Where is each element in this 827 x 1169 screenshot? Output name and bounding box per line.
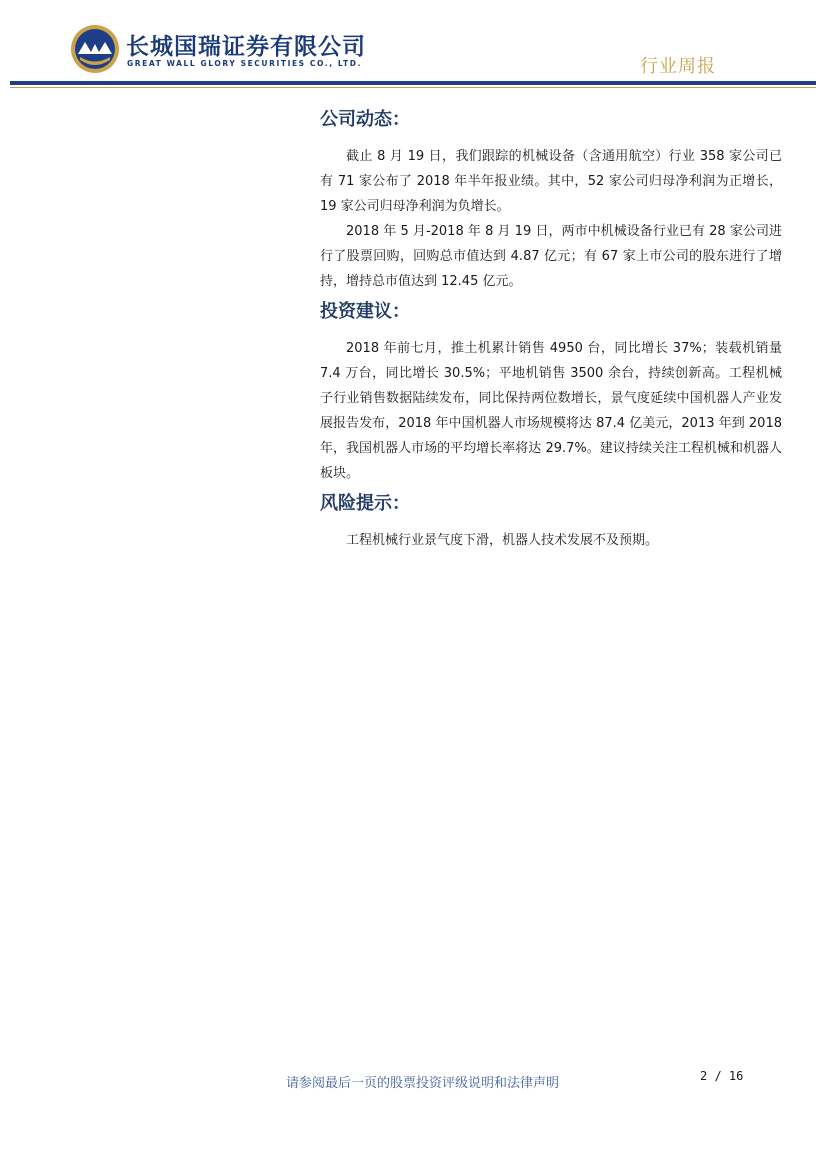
company-logo-icon	[70, 24, 120, 74]
header-divider-accent	[10, 87, 816, 88]
section-company-news	[320, 106, 782, 294]
footer-disclaimer-note: 请参阅最后一页的股票投资评级说明和法律声明	[286, 1076, 560, 1091]
section-risk-warning	[320, 490, 782, 553]
page-number: 2 / 16	[700, 1069, 744, 1083]
report-body	[320, 106, 782, 557]
report-type-label: 行业周报	[640, 56, 716, 77]
company-name-cn: 长城国瑞证券有限公司	[126, 34, 366, 60]
paragraph: 工程机械行业景气度下滑，机器人技术发展不及预期。	[346, 533, 659, 548]
header-divider	[10, 81, 816, 85]
company-name-en: GREAT WALL GLORY SECURITIES CO., LTD.	[127, 59, 363, 68]
page-header	[0, 0, 827, 90]
section-heading: 公司动态：	[320, 109, 410, 130]
paragraph: 2018 年 5 月-2018 年 8 月 19 日，两市中机械设备行业已有 28 家公司进行了股票回购，回购总市值达到 4.87 亿元；有 67 家上市公司的股东进行了增持，增持总市值达到 12.45 亿元。	[320, 224, 782, 289]
section-heading: 风险提示：	[320, 493, 410, 514]
paragraph: 2018 年前七月，推土机累计销售 4950 台，同比增长 37%；装载机销量 7.4 万台，同比增长 30.5%；平地机销售 3500 余台，持续创新高。工程机械子行业销售数据陆续发布，同比保持两位数增长，景气度延续中国机器人产业发展报告发布，2018 年中国机器人市场规模将达 87.4 亿美元，2013 年到 2018 年，我国机器人市场的平均增长率将达 29.7%。建议持续关注工程机械和机器人板块。	[320, 341, 782, 481]
section-heading: 投资建议：	[320, 301, 410, 322]
section-investment-advice	[320, 298, 782, 486]
paragraph: 截止 8 月 19 日，我们跟踪的机械设备（含通用航空）行业 358 家公司已有 71 家公布了 2018 年半年报业绩。其中，52 家公司归母净利润为正增长，19 家公司归母净利润为负增长。	[320, 149, 782, 214]
